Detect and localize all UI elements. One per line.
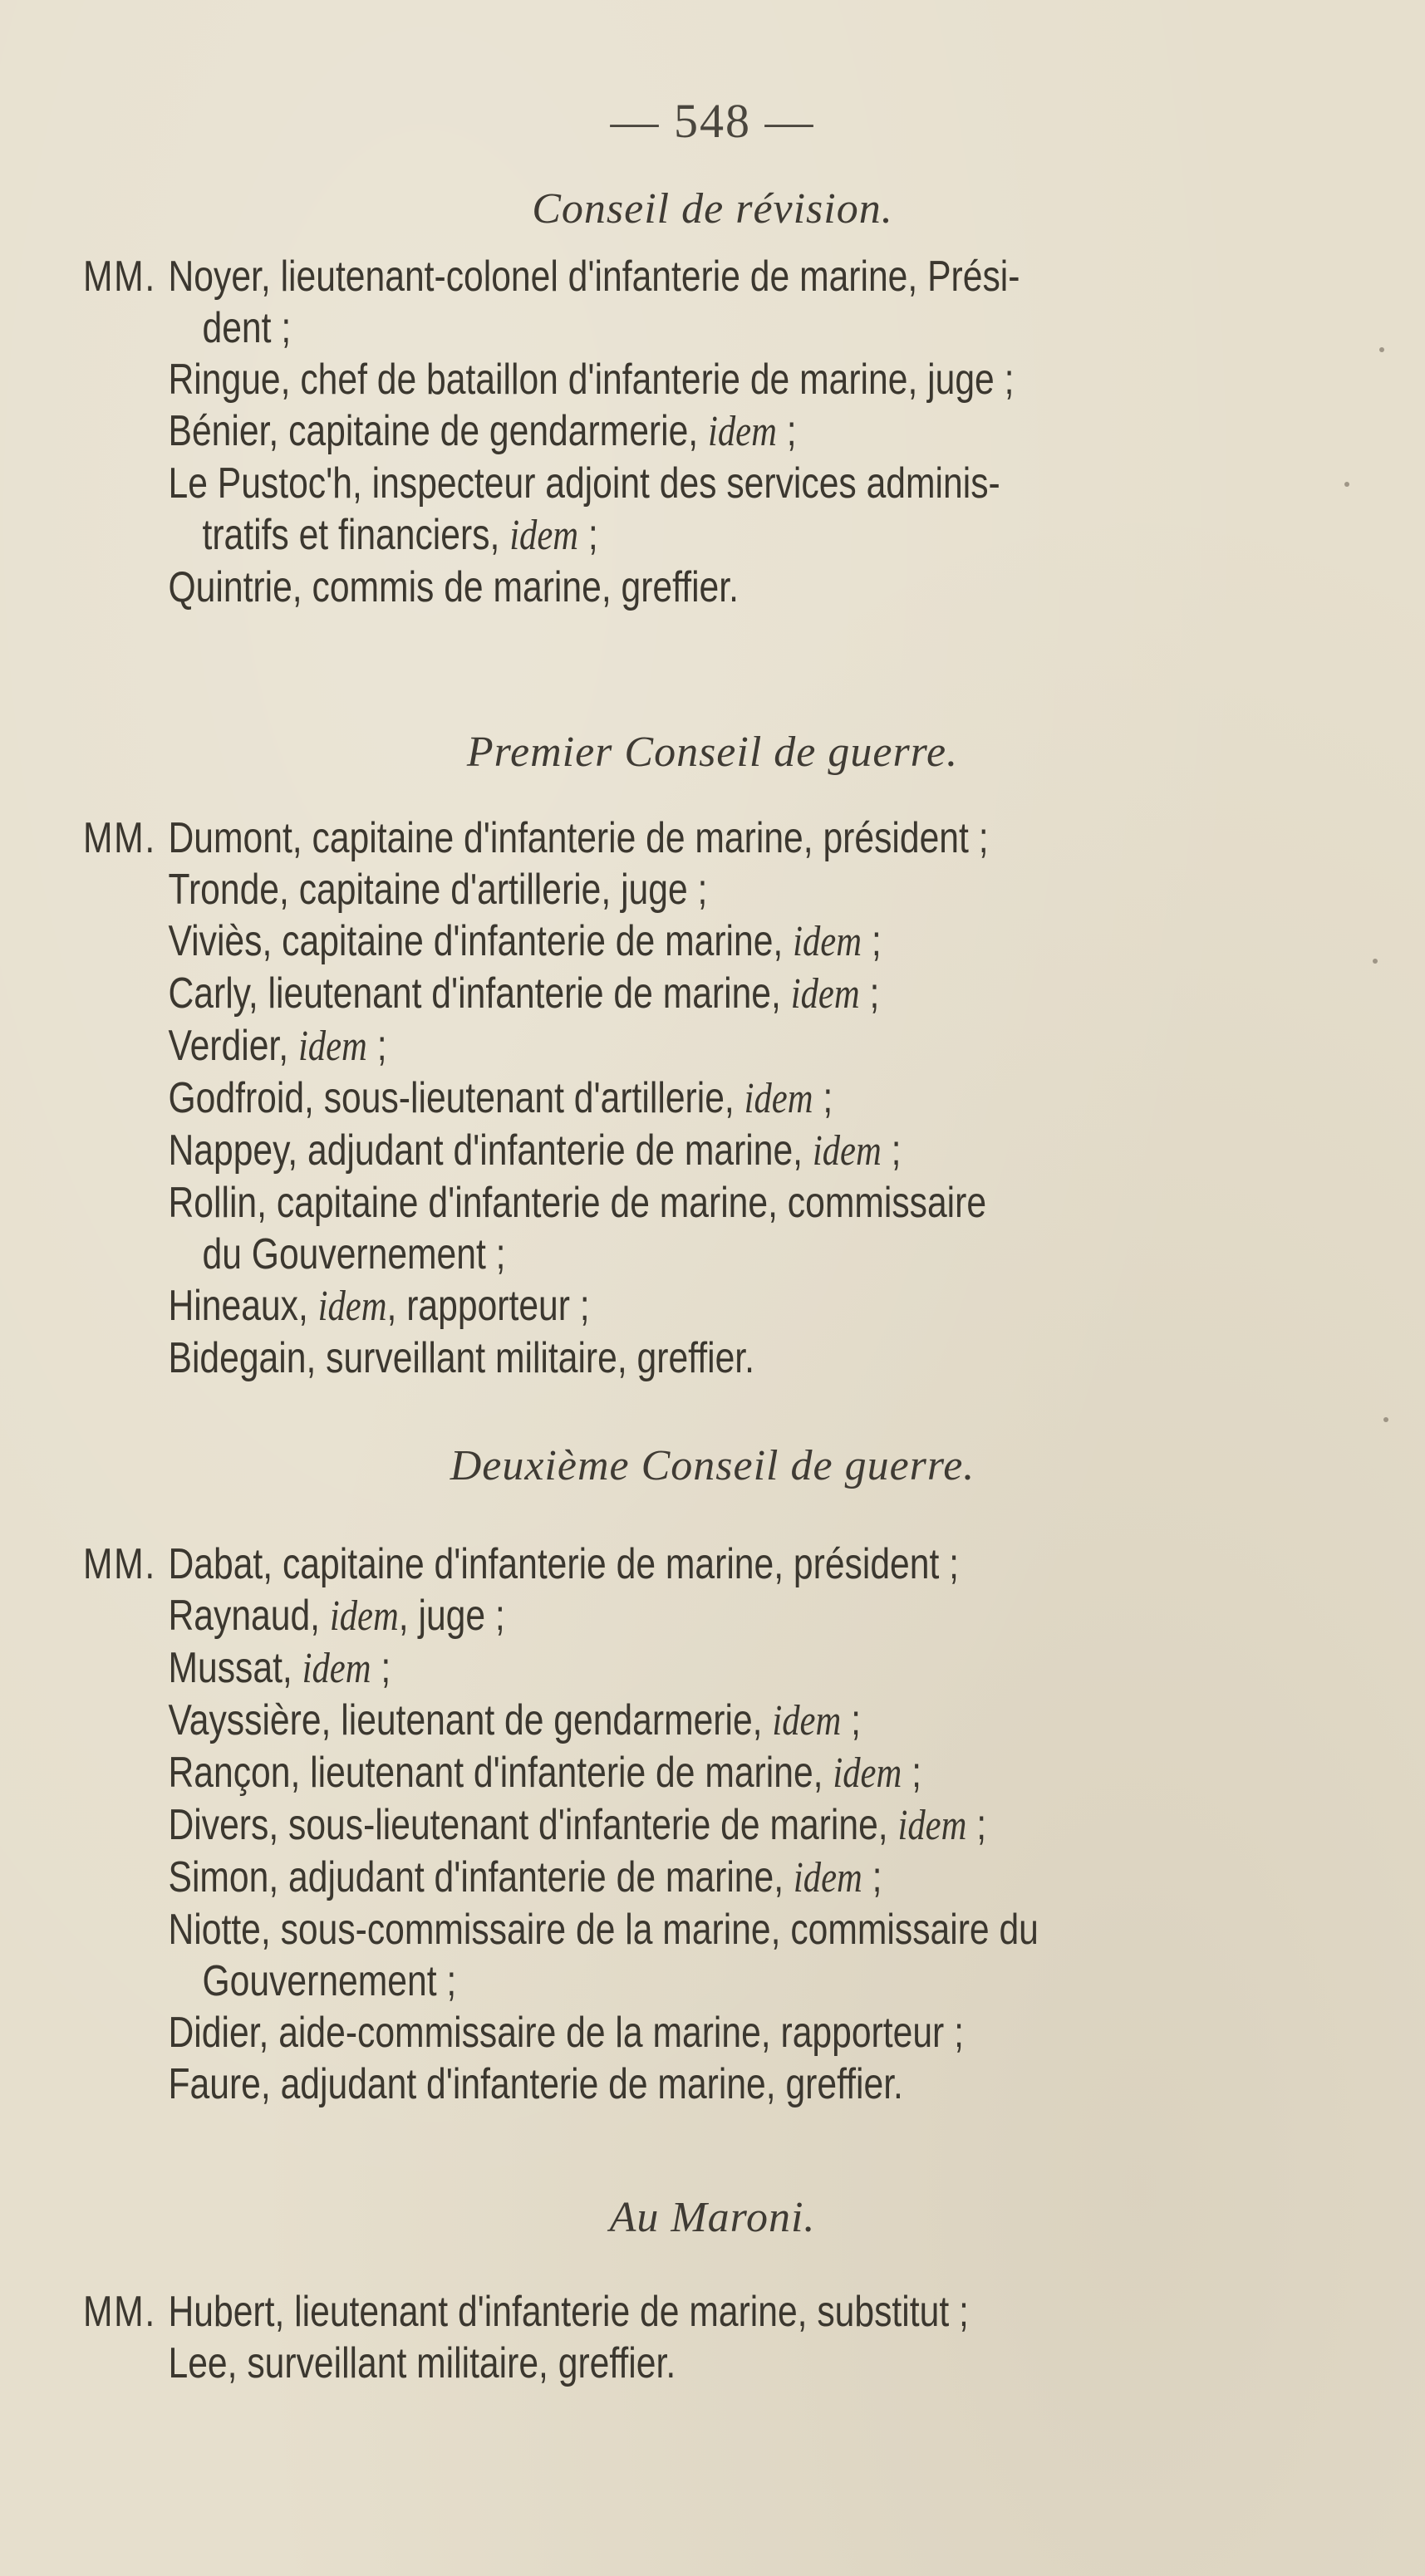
section-list-conseil-de-revision xyxy=(83,251,1329,613)
section-title-au-maroni: Au Maroni. xyxy=(609,2194,816,2241)
list-item xyxy=(83,1590,1415,1642)
entry-text: Hubert, lieutenant d'infanterie de marine, substitut ; xyxy=(168,2288,969,2336)
list-item xyxy=(83,1020,1415,1072)
entry-text: Lee, surveillant militaire, greffier. xyxy=(168,2339,676,2387)
paper-speck xyxy=(1383,1417,1388,1422)
entry-continuation: Gouvernement ; xyxy=(202,1957,457,2005)
entry-end: ; xyxy=(813,1074,833,1122)
list-item xyxy=(83,1904,1415,2007)
entry-italic: idem xyxy=(707,408,777,455)
list-item xyxy=(83,864,1415,915)
entry-text: Hineaux, xyxy=(168,1282,318,1330)
entry-italic: idem xyxy=(897,1802,967,1849)
list-item xyxy=(83,812,1415,864)
entry-text: Dabat, capitaine d'infanterie de marine, président ; xyxy=(168,1540,960,1588)
entry-end: , juge ; xyxy=(398,1592,505,1640)
list-item xyxy=(83,1538,1415,1590)
list-item xyxy=(83,354,1415,405)
list-item xyxy=(83,1125,1415,1177)
entry-text: Bidegain, surveillant militaire, greffier. xyxy=(168,1334,754,1382)
entry-text: Mussat, xyxy=(168,1644,302,1692)
entry-end: ; xyxy=(862,917,882,965)
entry-text: Le Pustoc'h, inspecteur adjoint des services adminis- xyxy=(168,459,1000,508)
entry-text: Godfroid, sous-lieutenant d'artillerie, xyxy=(168,1074,744,1122)
entry-italic: idem xyxy=(812,1127,882,1175)
entry-text: Rollin, capitaine d'infanterie de marine, commissaire xyxy=(168,1179,987,1227)
entry-end: ; xyxy=(859,969,880,1018)
entry-text: Nappey, adjudant d'infanterie de marine, xyxy=(168,1126,813,1175)
entry-continuation: dent ; xyxy=(202,304,292,352)
entry-text: Quintrie, commis de marine, greffier. xyxy=(168,563,739,611)
list-item xyxy=(83,2338,1415,2389)
entry-text: Divers, sous-lieutenant d'infanterie de marine, xyxy=(168,1801,898,1849)
entry-text: Rançon, lieutenant d'infanterie de marine, xyxy=(168,1749,833,1797)
entry-italic: idem xyxy=(509,512,579,559)
entry-text: Simon, adjudant d'infanterie de marine, xyxy=(168,1853,794,1901)
section-list-au-maroni xyxy=(83,2286,1329,2389)
entry-text: Tronde, capitaine d'artillerie, juge ; xyxy=(168,866,708,914)
section-lead: MM. xyxy=(83,1540,156,1588)
entry-text: Viviès, capitaine d'infanterie de marine, xyxy=(168,917,794,965)
entry-text: Didier, aide-commissaire de la marine, rapporteur ; xyxy=(168,2009,964,2057)
paper-speck xyxy=(1373,959,1378,964)
list-item xyxy=(83,2286,1415,2338)
entry-italic: idem xyxy=(744,1075,813,1122)
section-title-premier-conseil-de-guerre: Premier Conseil de guerre. xyxy=(466,729,959,776)
list-item xyxy=(83,251,1415,354)
entry-italic: idem xyxy=(793,918,862,965)
section-list-premier-conseil-de-guerre xyxy=(83,812,1329,1384)
entry-italic: idem xyxy=(302,1645,371,1692)
entry-end: ; xyxy=(578,511,598,559)
list-item xyxy=(83,1695,1415,1747)
list-item xyxy=(83,1747,1415,1799)
section-list-deuxieme-conseil-de-guerre xyxy=(83,1538,1329,2110)
entry-text: Faure, adjudant d'infanterie de marine, greffier. xyxy=(168,2060,903,2108)
entry-text: Raynaud, xyxy=(168,1592,330,1640)
list-item xyxy=(83,915,1415,968)
list-item xyxy=(83,2007,1415,2058)
list-item xyxy=(83,1280,1415,1332)
entry-text: Carly, lieutenant d'infanterie de marine, xyxy=(168,969,791,1018)
entry-italic: idem xyxy=(329,1592,399,1640)
section-lead: MM. xyxy=(83,814,156,862)
entry-italic: idem xyxy=(317,1283,387,1330)
paper-speck xyxy=(1344,482,1349,487)
list-item xyxy=(83,405,1415,458)
entry-end: ; xyxy=(862,1853,882,1901)
entry-cont-text: tratifs et financiers, xyxy=(202,511,510,559)
entry-continuation: du Gouvernement ; xyxy=(202,1230,506,1278)
list-item xyxy=(83,968,1415,1020)
entry-text: Bénier, capitaine de gendarmerie, xyxy=(168,407,708,455)
entry-end: ; xyxy=(902,1749,921,1797)
entry-end: ; xyxy=(841,1696,861,1744)
entry-text: Verdier, xyxy=(168,1022,298,1070)
section-title-deuxieme-conseil-de-guerre: Deuxième Conseil de guerre. xyxy=(450,1442,975,1489)
entry-end: ; xyxy=(366,1022,387,1070)
entry-continuation xyxy=(169,509,1416,562)
entry-italic: idem xyxy=(790,970,860,1018)
section-lead: MM. xyxy=(83,253,156,301)
list-item xyxy=(83,1642,1415,1695)
entry-text: Dumont, capitaine d'infanterie de marine, président ; xyxy=(168,814,989,862)
page-number: — 548 — xyxy=(610,94,815,148)
list-item xyxy=(83,2058,1415,2110)
list-item xyxy=(83,1072,1415,1125)
list-item xyxy=(83,458,1415,562)
list-item xyxy=(83,1852,1415,1904)
entry-italic: idem xyxy=(793,1854,862,1901)
entry-end: ; xyxy=(966,1801,987,1849)
entry-end: ; xyxy=(776,407,797,455)
entry-end: ; xyxy=(881,1126,902,1175)
section-title-conseil-de-revision: Conseil de révision. xyxy=(532,185,893,233)
list-item xyxy=(83,1799,1415,1852)
entry-end: , rapporteur ; xyxy=(386,1282,590,1330)
list-item xyxy=(83,1332,1415,1384)
entry-text: Ringue, chef de bataillon d'infanterie de marine, juge ; xyxy=(168,356,1015,404)
list-item xyxy=(83,562,1415,613)
entry-text: Niotte, sous-commissaire de la marine, commissaire du xyxy=(168,1906,1039,1954)
list-item xyxy=(83,1177,1415,1280)
entry-text: Vayssière, lieutenant de gendarmerie, xyxy=(168,1696,773,1744)
entry-text: Noyer, lieutenant-colonel d'infanterie de marine, Prési- xyxy=(168,253,1020,301)
entry-italic: idem xyxy=(297,1023,367,1070)
entry-end: ; xyxy=(371,1644,391,1692)
section-lead: MM. xyxy=(83,2288,156,2336)
entry-italic: idem xyxy=(833,1749,902,1797)
paper-speck xyxy=(1379,347,1384,352)
entry-italic: idem xyxy=(772,1697,842,1744)
